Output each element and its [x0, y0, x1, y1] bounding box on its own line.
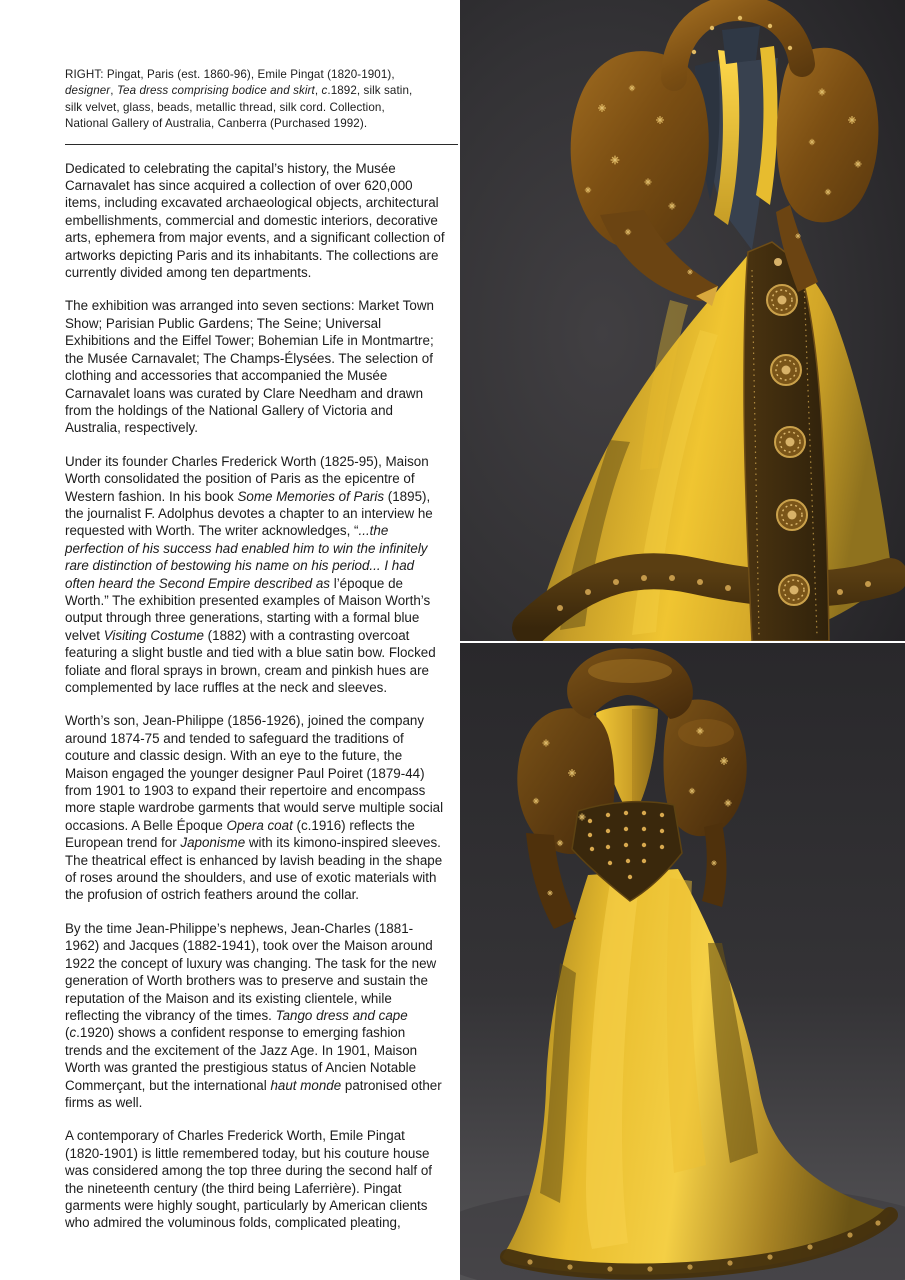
photo-caption: RIGHT: Pingat, Paris (est. 1860-96), Emile Pingat (1820-1901), designer, Tea dress comprising bodice and skirt, c.1892, silk satin, silk velvet, glass, beads, metallic thread, silk cord. Collection, National Gallery of Australia, Canberra (Purchased 1992). [65, 68, 413, 131]
tea-dress-front-photo [460, 0, 905, 641]
tea-dress-back-illustration [460, 643, 905, 1280]
photo-column [460, 0, 905, 1280]
tea-dress-front-illustration [460, 0, 905, 641]
body-paragraph: A contemporary of Charles Frederick Worth, Emile Pingat (1820-1901) is little remembered today, but his couture house was considered among the top three during the second half of the nineteenth century (the third being Laferrière). Pingat garments were highly sought, particularly by American clients who admired the voluminous folds, complicated pleating, [65, 1128, 432, 1231]
text-column [65, 67, 458, 1232]
body-paragraph: By the time Jean-Philippe’s nephews, Jean-Charles (1881-1962) and Jacques (1882-1941), took over the Maison around 1922 the concept of luxury was changing. The task for the new generation of Worth brothers was to preserve and sustain the reputation of the Maison and its existing clientele, while reflecting the vibrancy of the times. Tango dress and cape (c.1920) shows a confident response to emerging fashion trends and the excitement of the Jazz Age. In 1901, Maison Worth was granted the prestigious status of Ancien Notable Commerçant, but the international haut monde patronised other firms as well. [65, 920, 442, 1110]
body-paragraph: Dedicated to celebrating the capital’s history, the Musée Carnavalet has since acquired a collection of over 620,000 items, including excavated archaeological objects, architectural embellishments, commercial and domestic interiors, decorative arts, ephemera from major events, and a significant collection of artworks depicting Paris and its inhabitants. The collections are currently divided among ten departments. [65, 160, 445, 281]
body-paragraph: Worth’s son, Jean-Philippe (1856-1926), joined the company around 1874-75 and tended to safeguard the traditions of couture and classic design. With an eye to the future, the Maison engaged the younger designer Paul Poiret (1879-44) from 1901 to 1903 to expand their repertoire and encompass more staple wardrobe garments that would serve multiple social occasions. A Belle Époque Opera coat (c.1916) reflects the European trend for Japonisme with its kimono-inspired sleeves. The theatrical effect is enhanced by lavish beading in the shape of roses around the shoulders, and use of exotic materials with the profusion of ostrich feathers around the collar. [65, 713, 444, 903]
article-body [65, 160, 458, 1232]
tea-dress-back-photo [460, 643, 905, 1280]
body-paragraph: Under its founder Charles Frederick Worth (1825-95), Maison Worth consolidated the position of Paris as the epicentre of Western fashion. In his book Some Memories of Paris (1895), the journalist F. Adolphus devotes a chapter to an interview he requested with Worth. The writer acknowledges, “...the perfection of his success had enabled him to win the infinitely rare distinction of bestowing his name on his period... I had often heard the Second Empire described as l’époque de Worth.” The exhibition presented examples of Maison Worth’s output through three generations, starting with a formal blue velvet Visiting Costume (1882) with a contrasting overcoat featuring a slight bustle and tied with a blue satin bow. Flocked foliate and floral sprays in brown, cream and pinkish hues are complemented by lace ruffles at the neck and sleeves. [65, 453, 436, 695]
caption-divider [65, 144, 458, 145]
body-paragraph: The exhibition was arranged into seven sections: Market Town Show; Parisian Public Gardens; The Seine; Universal Exhibitions and the Eiffel Tower; Bohemian Life in Montmartre; the Musée Carnavalet; The Champs-Élysées. The selection of clothing and accessories that accompanied the Musée Carnavalet loans was curated by Clare Needham and drawn from the holdings of the National Gallery of Victoria and Australia, respectively. [65, 298, 434, 436]
